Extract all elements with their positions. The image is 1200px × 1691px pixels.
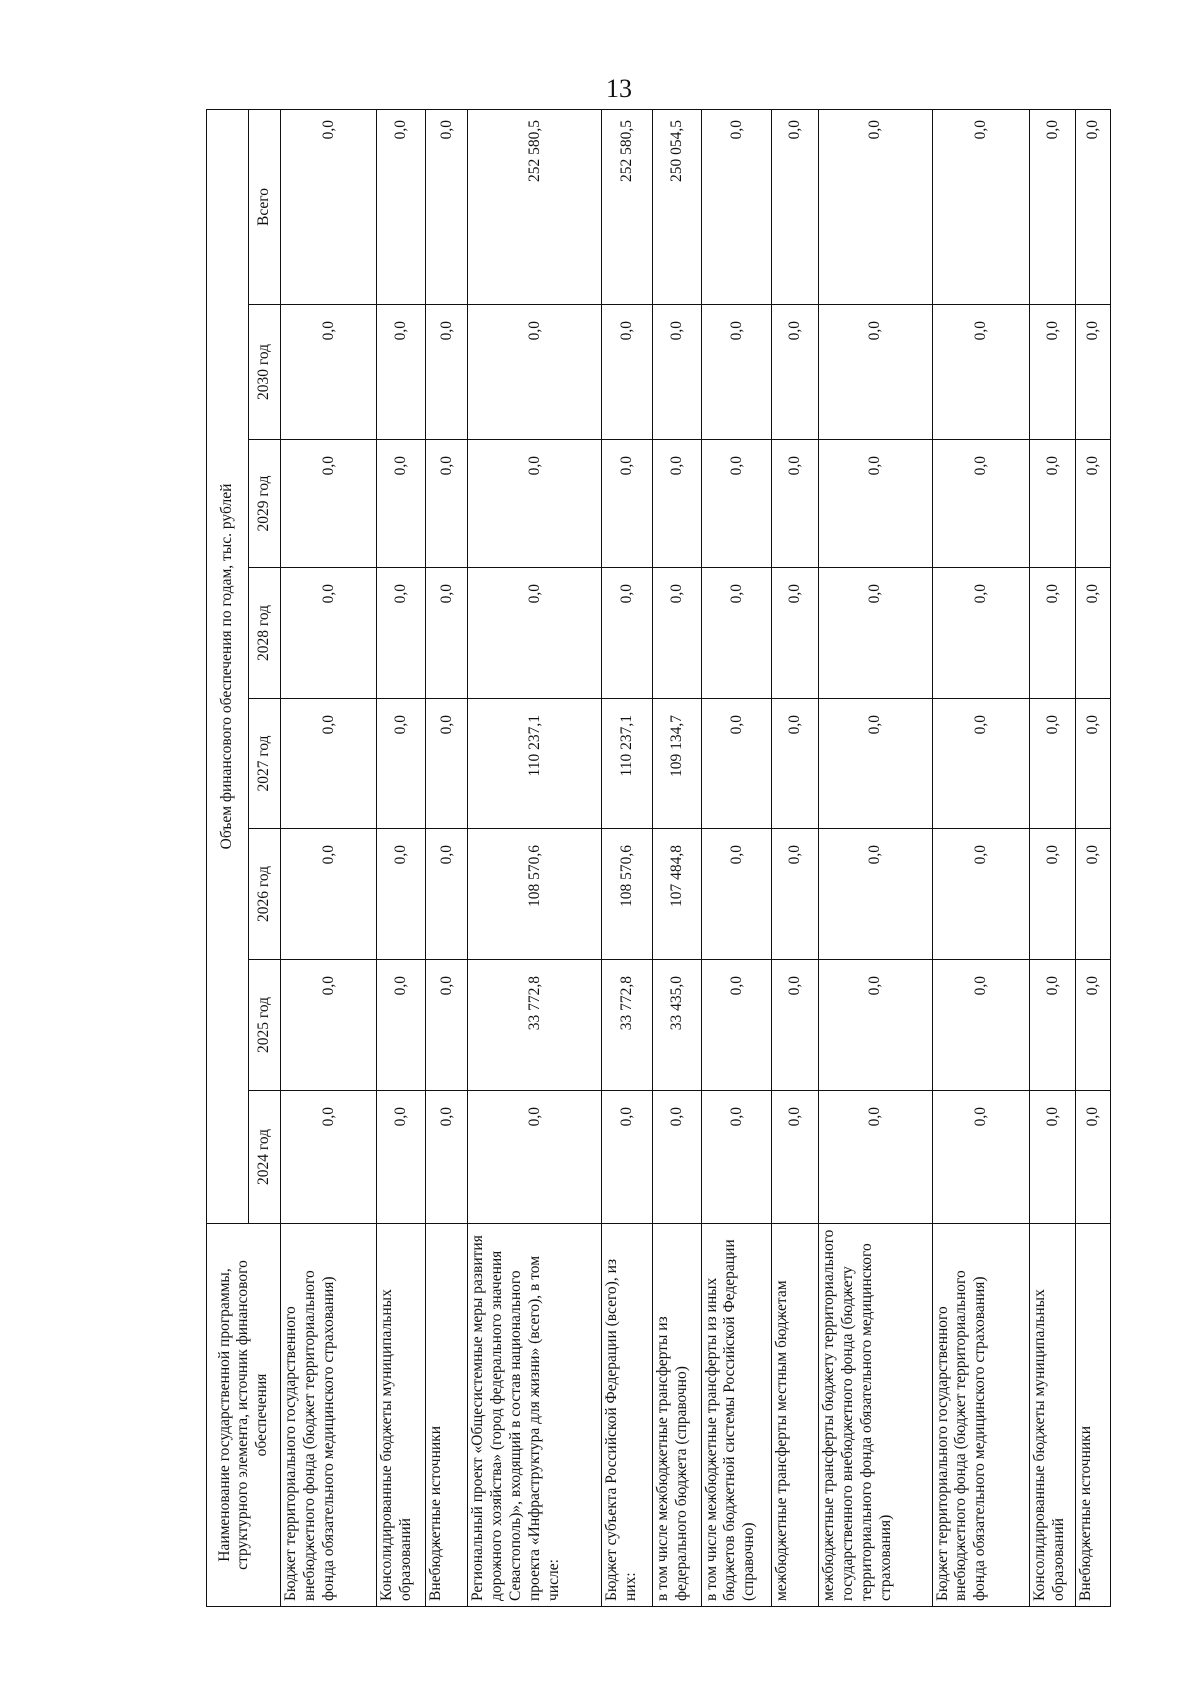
- value-cell: 0,0: [819, 305, 933, 440]
- value-cell: 0,0: [1076, 960, 1111, 1091]
- value-cell: 0,0: [701, 305, 772, 440]
- table-row: [425, 110, 468, 1607]
- value-cell: 108 570,6: [468, 829, 602, 960]
- value-cell: 0,0: [281, 440, 377, 568]
- value-cell: 0,0: [701, 699, 772, 829]
- rotated-table-container: [206, 110, 1111, 1607]
- value-cell: 110 237,1: [468, 699, 602, 829]
- value-cell: 0,0: [425, 440, 468, 568]
- value-cell: 0,0: [701, 568, 772, 699]
- value-cell: 0,0: [701, 1091, 772, 1224]
- value-cell: 0,0: [468, 1091, 602, 1224]
- value-cell: 0,0: [1029, 699, 1076, 829]
- volume-header: Объем финансового обеспечения по годам, тыс. рублей: [207, 110, 249, 1224]
- value-cell: 0,0: [602, 440, 653, 568]
- total-cell: 0,0: [932, 110, 1029, 305]
- total-cell: 252 580,5: [602, 110, 653, 305]
- table-row: [932, 110, 1029, 1607]
- table-row: [772, 110, 819, 1607]
- year-header: 2027 год: [249, 699, 281, 829]
- table-row: [1076, 110, 1111, 1607]
- value-cell: 108 570,6: [602, 829, 653, 960]
- year-header: 2029 год: [249, 440, 281, 568]
- total-cell: 0,0: [701, 110, 772, 305]
- value-cell: 0,0: [772, 699, 819, 829]
- value-cell: 0,0: [772, 568, 819, 699]
- value-cell: 0,0: [932, 440, 1029, 568]
- year-header: 2028 год: [249, 568, 281, 699]
- value-cell: 0,0: [281, 1091, 377, 1224]
- row-label: Бюджет территориального государственного внебюджетного фонда (бюджет территориального фонда обязательного медицинского страхования): [281, 1224, 377, 1607]
- value-cell: 0,0: [1029, 960, 1076, 1091]
- value-cell: 0,0: [1076, 699, 1111, 829]
- value-cell: 0,0: [932, 699, 1029, 829]
- value-cell: 33 772,8: [602, 960, 653, 1091]
- table-row: [468, 110, 602, 1607]
- table-row: [652, 110, 701, 1607]
- value-cell: 0,0: [425, 1091, 468, 1224]
- value-cell: 0,0: [701, 829, 772, 960]
- value-cell: 0,0: [819, 829, 933, 960]
- value-cell: 0,0: [701, 440, 772, 568]
- table-row: [377, 110, 426, 1607]
- value-cell: 33 772,8: [468, 960, 602, 1091]
- value-cell: 0,0: [468, 568, 602, 699]
- table-row: [602, 110, 653, 1607]
- row-label: Внебюджетные источники: [425, 1224, 468, 1607]
- value-cell: 0,0: [1076, 829, 1111, 960]
- header-row-1: [207, 110, 249, 1607]
- value-cell: 0,0: [932, 829, 1029, 960]
- value-cell: 0,0: [425, 829, 468, 960]
- value-cell: 0,0: [425, 305, 468, 440]
- row-label: Бюджет субъекта Российской Федерации (всего), из них:: [602, 1224, 653, 1607]
- total-cell: 0,0: [377, 110, 426, 305]
- value-cell: 0,0: [652, 568, 701, 699]
- table-row: [281, 110, 377, 1607]
- year-header: 2030 год: [249, 305, 281, 440]
- total-cell: 0,0: [425, 110, 468, 305]
- value-cell: 0,0: [772, 829, 819, 960]
- total-cell: 0,0: [281, 110, 377, 305]
- row-label: в том числе межбюджетные трансферты из федерального бюджета (справочно): [652, 1224, 701, 1607]
- year-header: 2025 год: [249, 960, 281, 1091]
- value-cell: 0,0: [772, 1091, 819, 1224]
- page-number: 13: [606, 74, 632, 103]
- value-cell: 0,0: [1029, 1091, 1076, 1224]
- value-cell: 0,0: [701, 960, 772, 1091]
- value-cell: 110 237,1: [602, 699, 653, 829]
- table-body: [281, 110, 1111, 1607]
- value-cell: 0,0: [772, 960, 819, 1091]
- value-cell: 0,0: [819, 568, 933, 699]
- value-cell: 0,0: [1029, 440, 1076, 568]
- value-cell: 0,0: [652, 440, 701, 568]
- value-cell: 107 484,8: [652, 829, 701, 960]
- total-cell: 0,0: [772, 110, 819, 305]
- value-cell: 0,0: [819, 960, 933, 1091]
- table-row: [819, 110, 933, 1607]
- value-cell: 0,0: [602, 305, 653, 440]
- value-cell: 0,0: [602, 568, 653, 699]
- financing-table: [206, 109, 1111, 1607]
- value-cell: 0,0: [281, 305, 377, 440]
- total-cell: 0,0: [1029, 110, 1076, 305]
- year-header: 2024 год: [249, 1091, 281, 1224]
- row-label: межбюджетные трансферты местным бюджетам: [772, 1224, 819, 1607]
- value-cell: 0,0: [468, 305, 602, 440]
- row-label: Внебюджетные источники: [1076, 1224, 1111, 1607]
- value-cell: 33 435,0: [652, 960, 701, 1091]
- value-cell: 0,0: [1076, 440, 1111, 568]
- value-cell: 0,0: [932, 960, 1029, 1091]
- value-cell: 0,0: [1029, 829, 1076, 960]
- value-cell: 0,0: [772, 440, 819, 568]
- value-cell: 0,0: [1076, 1091, 1111, 1224]
- value-cell: 0,0: [281, 568, 377, 699]
- value-cell: 0,0: [932, 305, 1029, 440]
- value-cell: 0,0: [1029, 568, 1076, 699]
- value-cell: 0,0: [281, 960, 377, 1091]
- row-label: Консолидированные бюджеты муниципальных образований: [1029, 1224, 1076, 1607]
- table-row: [1029, 110, 1076, 1607]
- name-column-header: Наименование государственной программы, структурного элемента, источник финансового обеспечения: [207, 1224, 281, 1607]
- total-cell: 252 580,5: [468, 110, 602, 305]
- total-cell: 0,0: [819, 110, 933, 305]
- value-cell: 0,0: [425, 960, 468, 1091]
- value-cell: 0,0: [377, 305, 426, 440]
- value-cell: 0,0: [652, 305, 701, 440]
- value-cell: 0,0: [377, 699, 426, 829]
- value-cell: 0,0: [377, 1091, 426, 1224]
- row-label: Консолидированные бюджеты муниципальных образований: [377, 1224, 426, 1607]
- value-cell: 0,0: [425, 568, 468, 699]
- year-header: 2026 год: [249, 829, 281, 960]
- value-cell: 0,0: [932, 568, 1029, 699]
- row-label: Бюджет территориального государственного внебюджетного фонда (бюджет территориального фонда обязательного медицинского страхования): [932, 1224, 1029, 1607]
- value-cell: 0,0: [932, 1091, 1029, 1224]
- value-cell: 0,0: [602, 1091, 653, 1224]
- value-cell: 0,0: [1029, 305, 1076, 440]
- value-cell: 109 134,7: [652, 699, 701, 829]
- value-cell: 0,0: [377, 440, 426, 568]
- value-cell: 0,0: [1076, 305, 1111, 440]
- row-label: Региональный проект «Общесистемные меры развития дорожного хозяйства» (город федерального значения Севастополь)», входящий в состав национального проекта «Инфраструктура для жизни» (всего), в том числе:: [468, 1224, 602, 1607]
- table-row: [701, 110, 772, 1607]
- value-cell: 0,0: [652, 1091, 701, 1224]
- value-cell: 0,0: [819, 699, 933, 829]
- value-cell: 0,0: [772, 305, 819, 440]
- value-cell: 0,0: [377, 568, 426, 699]
- value-cell: 0,0: [1076, 568, 1111, 699]
- value-cell: 0,0: [377, 829, 426, 960]
- value-cell: 0,0: [425, 699, 468, 829]
- total-header: Всего: [249, 110, 281, 305]
- total-cell: 0,0: [1076, 110, 1111, 305]
- value-cell: 0,0: [281, 699, 377, 829]
- value-cell: 0,0: [468, 440, 602, 568]
- value-cell: 0,0: [819, 440, 933, 568]
- value-cell: 0,0: [819, 1091, 933, 1224]
- row-label: межбюджетные трансферты бюджету территориального государственного внебюджетного фонда (бюджету территориального фонда обязательного медицинского страхования): [819, 1224, 933, 1607]
- total-cell: 250 054,5: [652, 110, 701, 305]
- row-label: в том числе межбюджетные трансферты из иных бюджетов бюджетной системы Российской Федерации (справочно): [701, 1224, 772, 1607]
- value-cell: 0,0: [377, 960, 426, 1091]
- value-cell: 0,0: [281, 829, 377, 960]
